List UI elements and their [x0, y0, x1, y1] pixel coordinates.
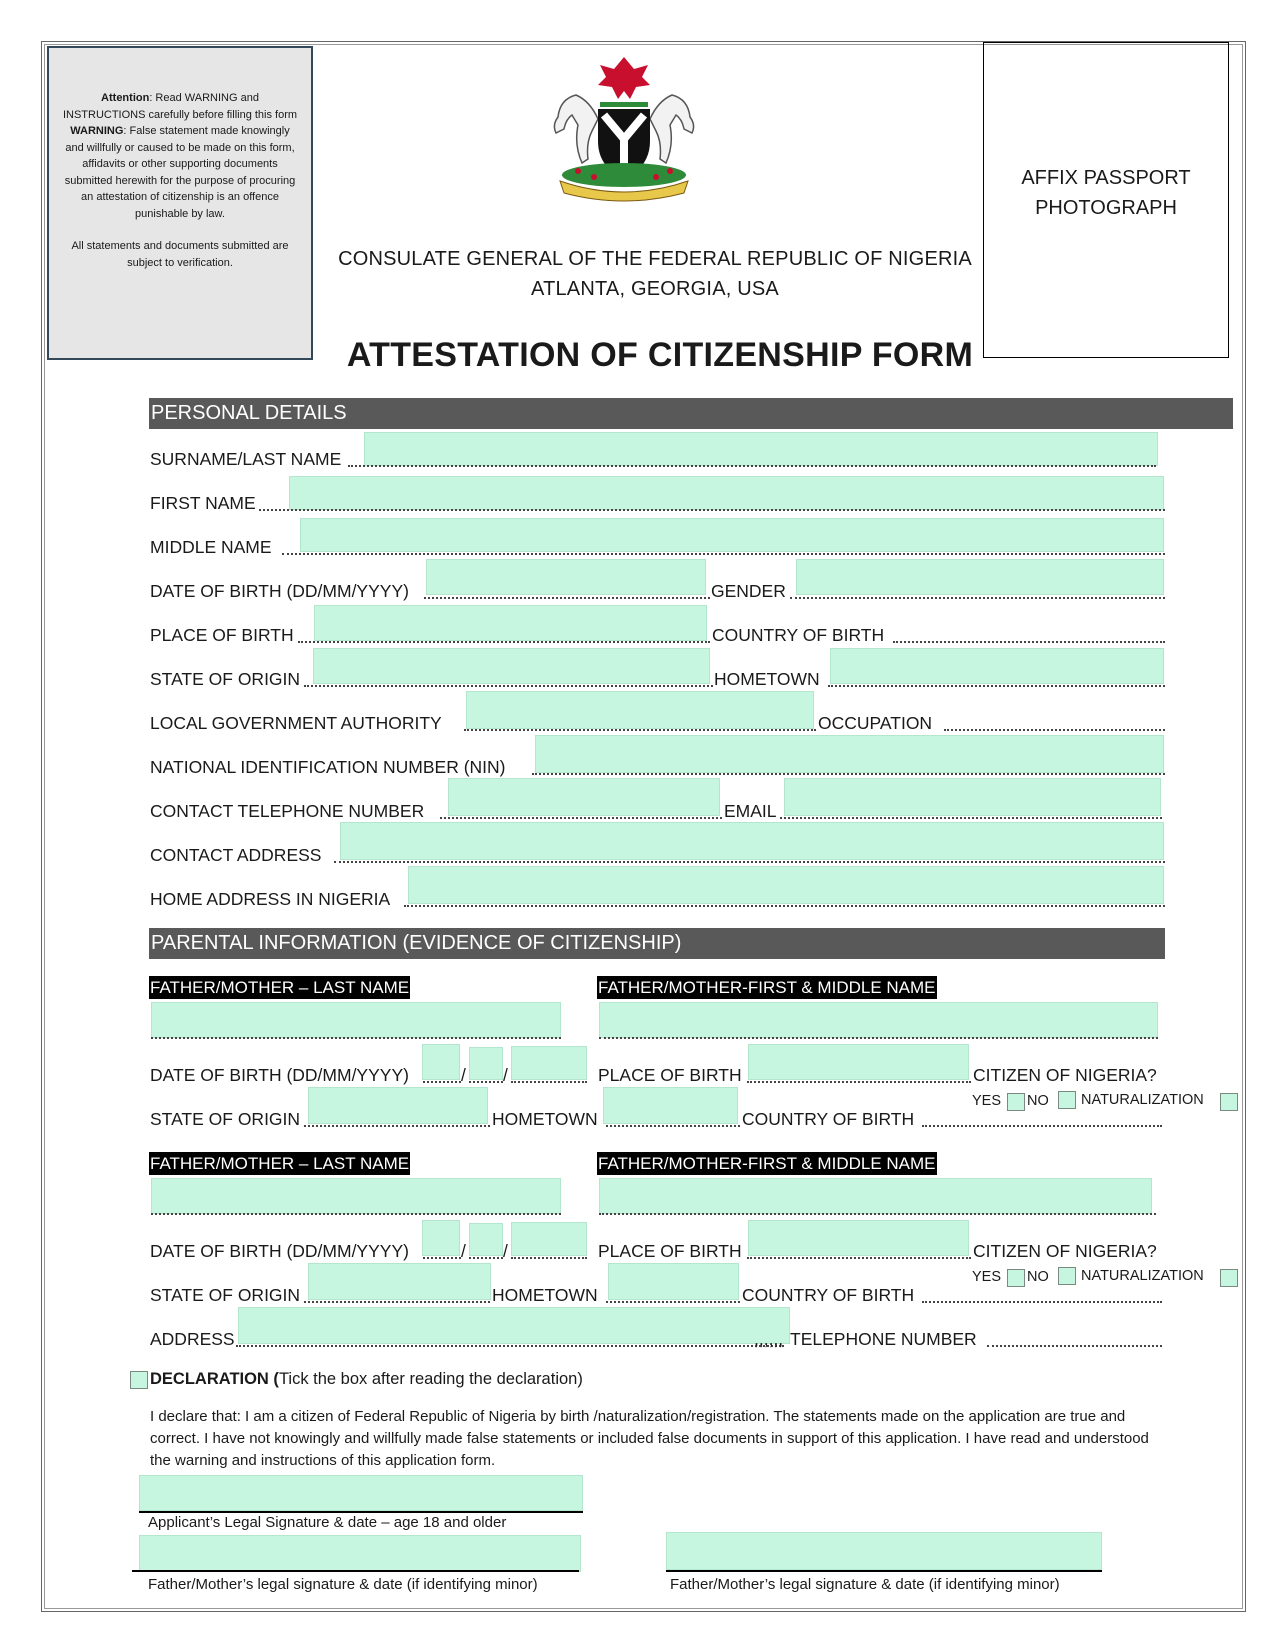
photo-label-line-2: PHOTOGRAPH	[1035, 197, 1177, 219]
parent2-dob-month-input[interactable]	[469, 1223, 503, 1256]
attention-label: Attention	[101, 92, 150, 104]
place-of-birth-label: PLACE OF BIRTH	[150, 625, 294, 645]
parent2-place-of-birth-dots	[747, 1257, 971, 1259]
parent2-no-label: NO	[1027, 1269, 1049, 1285]
parent1-place-of-birth-input[interactable]	[748, 1044, 969, 1080]
parent1-naturalization-label: NATURALIZATION	[1081, 1092, 1204, 1108]
parent-telephone-label: TELEPHONE NUMBER	[790, 1329, 977, 1349]
parent1-country-of-birth-label: COUNTRY OF BIRTH	[742, 1109, 915, 1129]
parent2-dob-day-dots	[423, 1257, 461, 1259]
middle-name-input[interactable]	[300, 518, 1164, 552]
parent1-first-middle-label: FATHER/MOTHER-FIRST & MIDDLE NAME	[598, 978, 936, 997]
middle-name-dots	[282, 553, 1165, 555]
dob-dots	[424, 597, 710, 599]
first-name-label: FIRST NAME	[150, 493, 256, 513]
parent1-citizen-question: CITIZEN OF NIGERIA?	[973, 1065, 1157, 1085]
parent2-state-of-origin-input[interactable]	[308, 1263, 491, 1300]
applicant-signature-input[interactable]	[139, 1475, 583, 1511]
lga-dots	[464, 729, 816, 731]
personal-details-header: PERSONAL DETAILS	[149, 398, 1233, 429]
email-label: EMAIL	[724, 801, 777, 821]
gender-input[interactable]	[796, 559, 1164, 595]
home-address-dots	[404, 905, 1165, 907]
parent2-hometown-dots	[606, 1301, 740, 1303]
warning-text: : False statement made knowingly and willfully or caused to be made on this form, affidavits or other supporting documents submitted herewith for the purpose of procuring an attestation of citizenship is an offence punishable by law.	[64, 125, 296, 220]
state-of-origin-input[interactable]	[313, 648, 710, 684]
parent2-dob-month-dots	[469, 1257, 503, 1259]
parent2-state-of-origin-dots	[304, 1301, 490, 1303]
hometown-input[interactable]	[830, 648, 1164, 684]
parent1-state-of-origin-input[interactable]	[308, 1087, 488, 1124]
parental-info-header: PARENTAL INFORMATION (EVIDENCE OF CITIZENSHIP)	[149, 928, 1165, 959]
parent1-state-of-origin-dots	[304, 1125, 490, 1127]
email-input[interactable]	[784, 778, 1161, 816]
parent-signature-2-label: Father/Mother’s legal signature & date (if identifying minor)	[670, 1576, 1060, 1593]
parent1-hometown-dots	[606, 1125, 740, 1127]
declaration-checkbox[interactable]	[130, 1371, 148, 1389]
hometown-dots	[828, 685, 1165, 687]
passport-photo-box	[983, 42, 1229, 358]
occupation-dots	[944, 729, 1165, 731]
parent2-state-of-origin-label: STATE OF ORIGIN	[150, 1285, 301, 1305]
nin-input[interactable]	[535, 735, 1164, 773]
parent1-dob-day-dots	[423, 1081, 461, 1083]
parent1-no-label: NO	[1027, 1093, 1049, 1109]
parent-address-label: ADDRESS	[150, 1329, 235, 1349]
first-name-input[interactable]	[289, 476, 1164, 510]
lga-label: LOCAL GOVERNMENT AUTHORITY	[150, 713, 442, 733]
parent2-dob-slash-1: /	[461, 1241, 466, 1261]
lga-input[interactable]	[466, 691, 814, 729]
attention-note	[61, 90, 299, 123]
parent2-yes-label: YES	[972, 1269, 1002, 1285]
parent1-last-name-label: FATHER/MOTHER – LAST NAME	[150, 978, 410, 997]
parent2-dob-label: DATE OF BIRTH (DD/MM/YYYY)	[150, 1241, 409, 1261]
parent-signature-1-label: Father/Mother’s legal signature & date (if identifying minor)	[148, 1576, 538, 1593]
parent2-yes-checkbox[interactable]	[1007, 1269, 1025, 1287]
parent2-last-name-dots	[151, 1213, 561, 1215]
photo-label-line-1: AFFIX PASSPORT	[1021, 167, 1191, 189]
surname-dots	[348, 465, 1156, 467]
dob-input[interactable]	[426, 559, 706, 595]
occupation-label: OCCUPATION	[818, 713, 933, 733]
home-address-label: HOME ADDRESS IN NIGERIA	[150, 889, 391, 909]
parent1-country-of-birth-dots	[922, 1125, 1162, 1127]
parent-signature-1-input[interactable]	[139, 1535, 581, 1572]
declaration-text: I declare that: I am a citizen of Federal Republic of Nigeria by birth /naturalization/registration. The statements made on the application are true and correct. I have not knowingly and willfully made false statements or included false documents in support of this application. I have read and understood the warning and instructions of this application form.	[150, 1408, 1149, 1469]
parent2-dob-day-input[interactable]	[422, 1220, 460, 1256]
warning-note	[61, 123, 299, 222]
parent1-yes-label: YES	[972, 1093, 1002, 1109]
email-dots	[780, 817, 1162, 819]
parent-address-input[interactable]	[238, 1307, 790, 1344]
applicant-signature-line	[139, 1511, 583, 1513]
first-name-dots	[259, 509, 1165, 511]
parent2-dob-year-dots	[511, 1257, 587, 1259]
country-of-birth-dots	[893, 641, 1165, 643]
parent1-naturalization-checkbox[interactable]	[1220, 1093, 1238, 1111]
parent2-first-middle-input[interactable]	[599, 1178, 1152, 1214]
place-of-birth-input[interactable]	[314, 605, 707, 641]
parent2-dob-slash-2: /	[503, 1241, 508, 1261]
declaration-heading	[150, 1370, 583, 1389]
parent2-naturalization-checkbox[interactable]	[1220, 1269, 1238, 1287]
home-address-input[interactable]	[408, 866, 1164, 904]
state-of-origin-label: STATE OF ORIGIN	[150, 669, 301, 689]
parent2-hometown-label: HOMETOWN	[492, 1285, 598, 1305]
parent1-hometown-label: HOMETOWN	[492, 1109, 598, 1129]
parent1-no-checkbox[interactable]	[1058, 1091, 1076, 1109]
nin-dots	[532, 773, 1165, 775]
contact-address-label: CONTACT ADDRESS	[150, 845, 322, 865]
parent1-dob-year-dots	[511, 1081, 587, 1083]
dob-label: DATE OF BIRTH (DD/MM/YYYY)	[150, 581, 409, 601]
place-of-birth-dots	[298, 641, 710, 643]
parent2-last-name-input[interactable]	[151, 1178, 561, 1214]
parent1-yes-checkbox[interactable]	[1007, 1093, 1025, 1111]
consulate-line-2: ATLANTA, GEORGIA, USA	[531, 278, 779, 300]
parent-signature-1-line	[132, 1570, 579, 1572]
telephone-dots	[440, 817, 722, 819]
contact-address-input[interactable]	[340, 822, 1164, 860]
parent-telephone-dots	[987, 1345, 1162, 1347]
gender-dots	[790, 597, 1165, 599]
parent1-state-of-origin-label: STATE OF ORIGIN	[150, 1109, 301, 1129]
applicant-signature-label: Applicant’s Legal Signature & date – age 18 and older	[148, 1514, 507, 1531]
parent-signature-2-line	[666, 1570, 1102, 1572]
parent2-place-of-birth-label: PLACE OF BIRTH	[598, 1241, 742, 1261]
parent1-last-name-dots	[151, 1037, 561, 1039]
nin-label: NATIONAL IDENTIFICATION NUMBER (NIN)	[150, 757, 506, 777]
parent2-first-middle-label: FATHER/MOTHER-FIRST & MIDDLE NAME	[598, 1154, 936, 1173]
consulate-line-1: CONSULATE GENERAL OF THE FEDERAL REPUBLIC OF NIGERIA	[338, 248, 972, 270]
surname-input[interactable]	[364, 432, 1158, 466]
hometown-label: HOMETOWN	[714, 669, 820, 689]
parent2-country-of-birth-label: COUNTRY OF BIRTH	[742, 1285, 915, 1305]
surname-label: SURNAME/LAST NAME	[150, 449, 342, 469]
parent1-last-name-input[interactable]	[151, 1002, 561, 1038]
form-title: ATTESTATION OF CITIZENSHIP FORM	[346, 336, 974, 374]
parent1-first-middle-dots	[599, 1037, 1158, 1039]
contact-address-dots	[334, 861, 1165, 863]
parent2-citizen-question: CITIZEN OF NIGERIA?	[973, 1241, 1157, 1261]
parent2-first-middle-dots	[599, 1213, 1156, 1215]
gender-label: GENDER	[711, 581, 786, 601]
country-of-birth-label: COUNTRY OF BIRTH	[712, 625, 885, 645]
verification-note: All statements and documents submitted are subject to verification.	[71, 240, 289, 269]
coat-of-arms-icon	[538, 55, 710, 203]
declaration-heading-note: Tick the box after reading the declaration)	[278, 1370, 583, 1388]
parent1-place-of-birth-label: PLACE OF BIRTH	[598, 1065, 742, 1085]
warning-label: WARNING	[70, 125, 124, 137]
parent2-hometown-input[interactable]	[608, 1263, 739, 1300]
parent1-first-middle-input[interactable]	[599, 1002, 1158, 1038]
telephone-label: CONTACT TELEPHONE NUMBER	[150, 801, 425, 821]
parent1-dob-label: DATE OF BIRTH (DD/MM/YYYY)	[150, 1065, 409, 1085]
parent1-dob-slash-2: /	[503, 1065, 508, 1085]
parent1-hometown-input[interactable]	[603, 1087, 738, 1124]
parent1-dob-month-dots	[469, 1081, 503, 1083]
parent-signature-2-input[interactable]	[666, 1532, 1102, 1570]
parent-address-dots	[236, 1345, 784, 1347]
telephone-input[interactable]	[448, 778, 720, 816]
consulate-heading	[330, 244, 980, 304]
parent2-no-checkbox[interactable]	[1058, 1267, 1076, 1285]
declaration-heading-bold: DECLARATION (	[150, 1370, 279, 1388]
parent2-dob-year-input[interactable]	[511, 1222, 587, 1256]
parent2-naturalization-label: NATURALIZATION	[1081, 1268, 1204, 1284]
state-of-origin-dots	[304, 685, 713, 687]
parent-address-tail: ,,,,,,	[754, 1329, 784, 1349]
parent2-country-of-birth-dots	[922, 1301, 1162, 1303]
parent2-last-name-label: FATHER/MOTHER – LAST NAME	[150, 1154, 410, 1173]
parent1-dob-slash-1: /	[461, 1065, 466, 1085]
parent2-place-of-birth-input[interactable]	[748, 1220, 969, 1256]
parent1-place-of-birth-dots	[747, 1081, 971, 1083]
middle-name-label: MIDDLE NAME	[150, 537, 272, 557]
parent1-dob-month-input[interactable]	[469, 1047, 503, 1080]
parent1-dob-year-input[interactable]	[511, 1046, 587, 1080]
parent1-dob-day-input[interactable]	[422, 1044, 460, 1080]
warning-box	[47, 46, 313, 360]
attention-text: : Read WARNING and INSTRUCTIONS carefully before filling this form	[62, 92, 298, 121]
